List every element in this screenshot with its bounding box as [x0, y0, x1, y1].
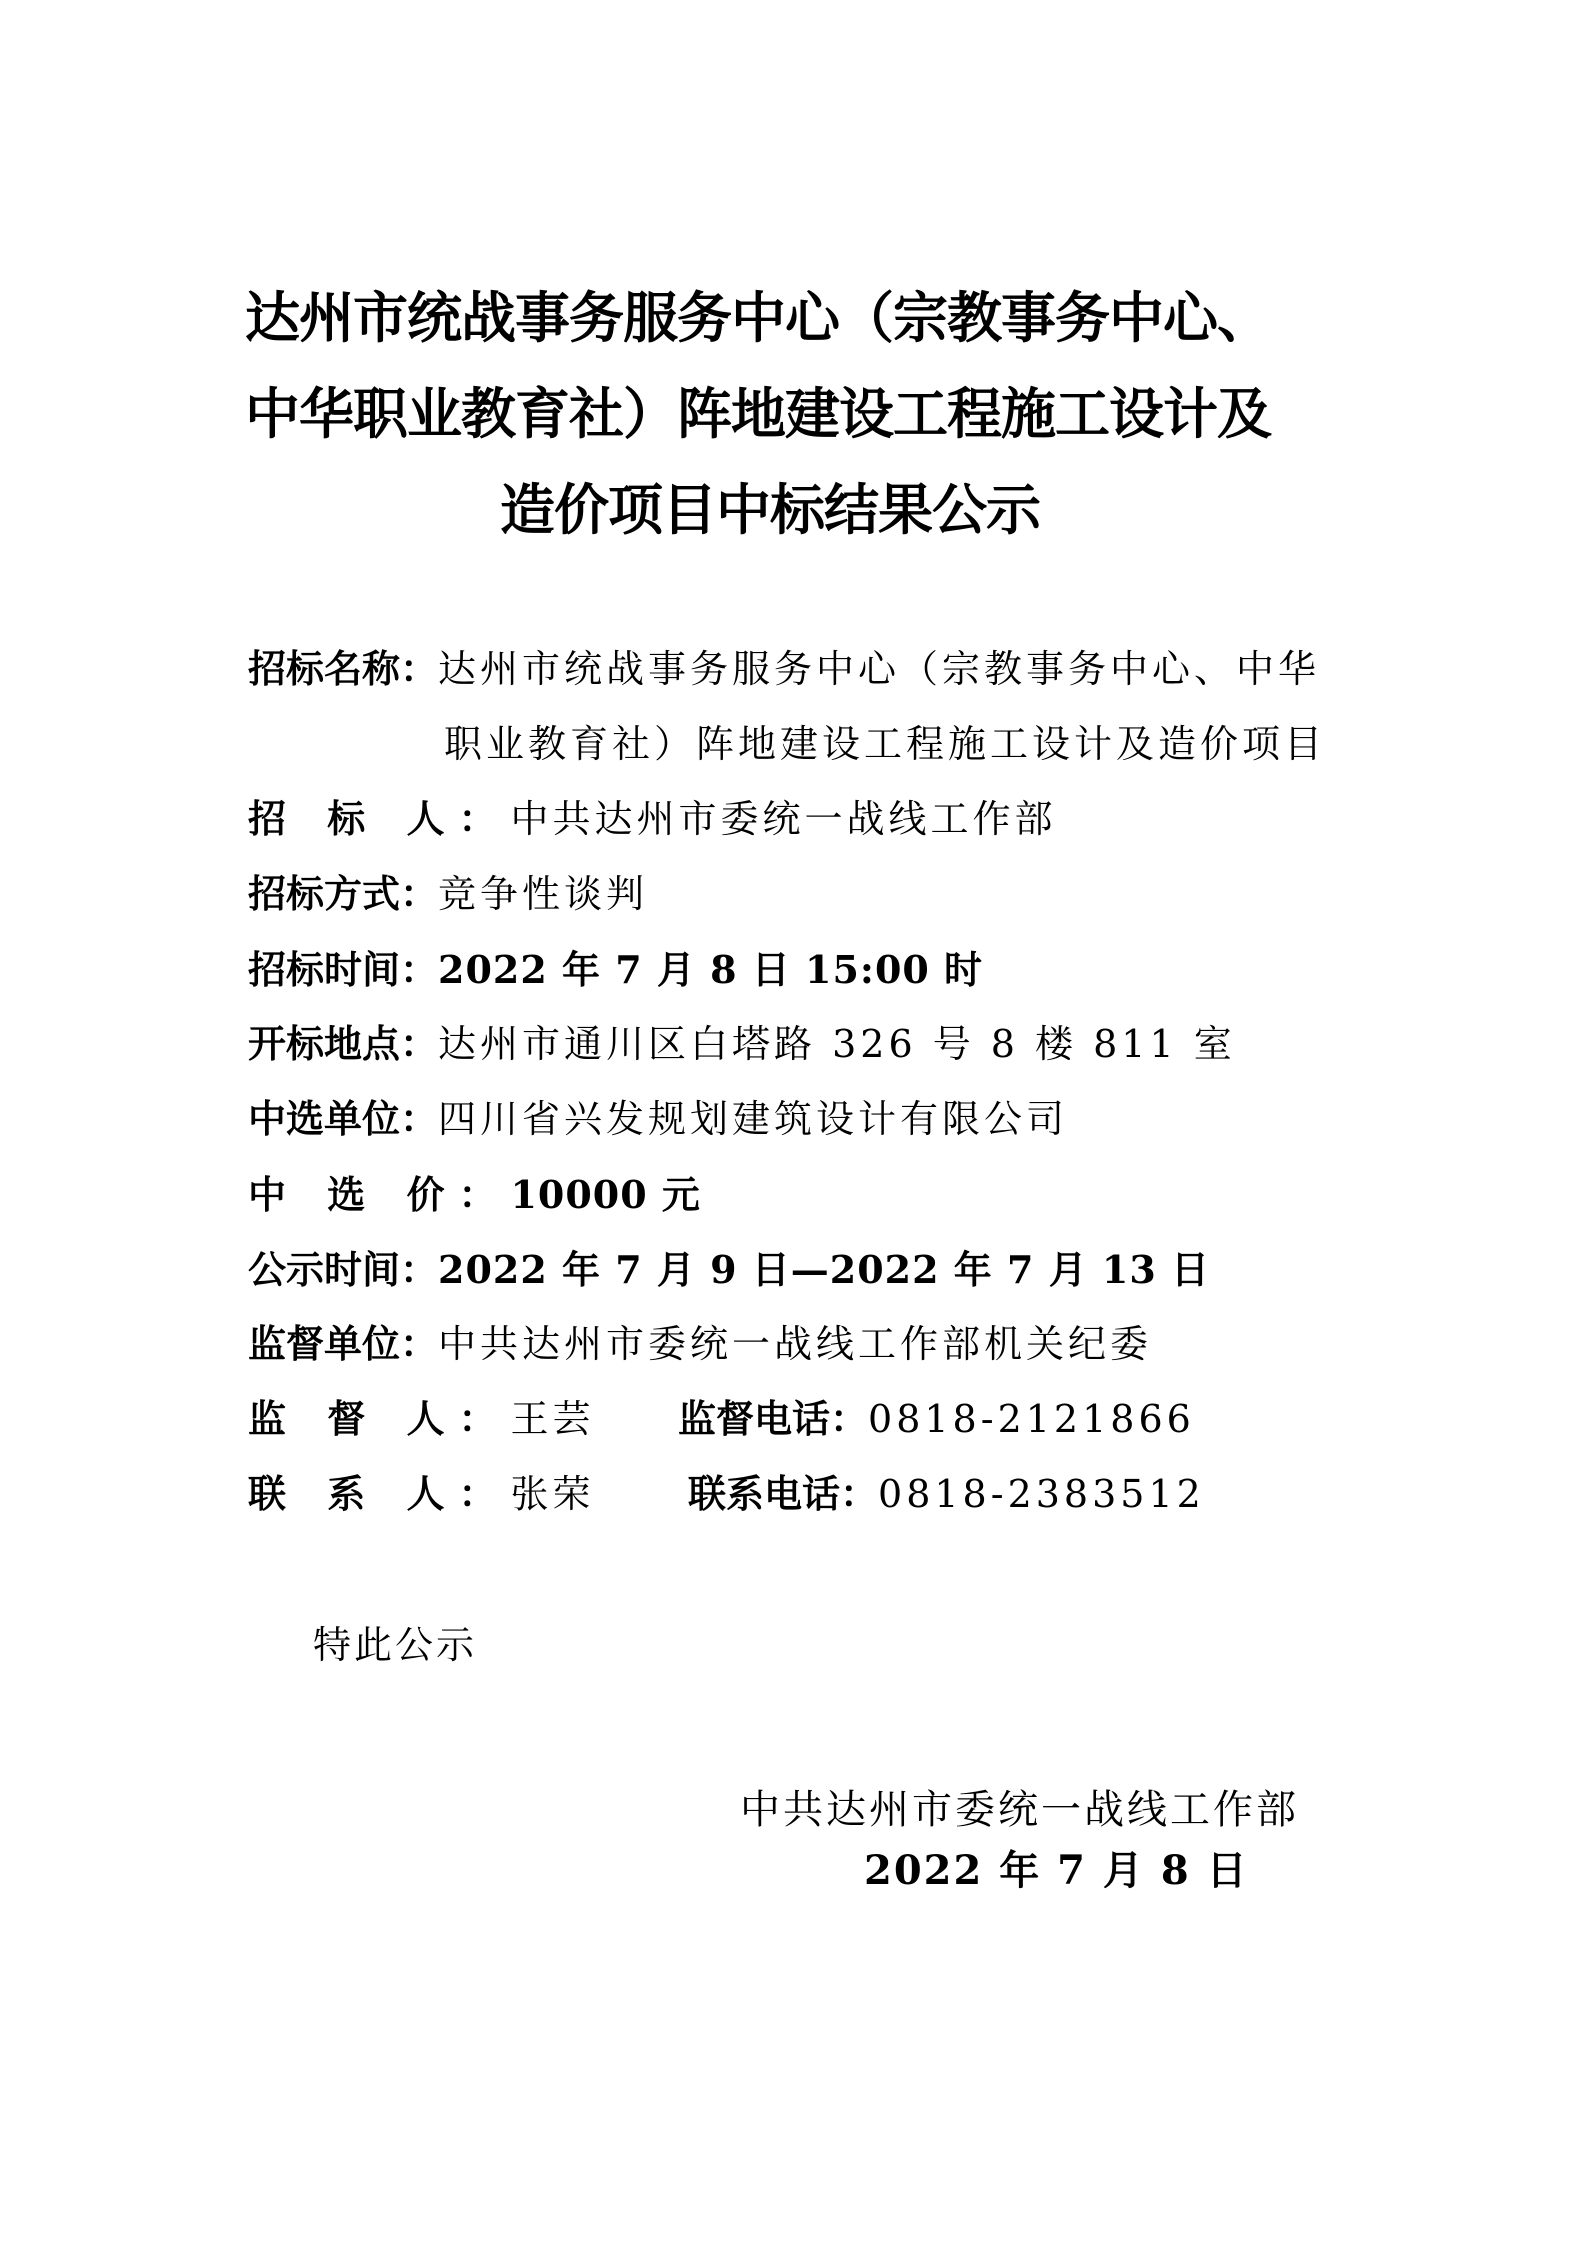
title-line-2: 中华职业教育社）阵地建设工程施工设计及	[245, 382, 1272, 446]
selected-price-label: 中 选 价：	[248, 1173, 511, 1217]
supervisor-phone-value: 0818-2121866	[868, 1397, 1195, 1441]
supervisor-phone	[678, 1382, 1195, 1457]
supervising-unit-label: 监督单位：	[248, 1322, 439, 1366]
tender-name-value-line-1: 达州市统战事务服务中心（宗教事务中心、中华	[438, 647, 1321, 691]
selected-unit-label: 中选单位：	[248, 1097, 439, 1141]
field-tenderer	[248, 782, 1358, 857]
contact-value: 张荣	[510, 1472, 595, 1516]
field-selected-unit	[248, 1082, 1358, 1157]
field-contact	[248, 1457, 1358, 1532]
contact-phone-value: 0818-2383512	[878, 1472, 1205, 1516]
closing-statement: 特此公示	[313, 1623, 478, 1667]
notice-period-value: 2022 年 7 月 9 日—2022 年 7 月 13 日	[438, 1247, 1211, 1292]
field-supervising-unit	[248, 1307, 1358, 1382]
tender-time-label: 招标时间：	[248, 948, 439, 992]
tenderer-label: 招 标 人：	[248, 797, 511, 841]
tender-method-value: 竞争性谈判	[438, 872, 649, 916]
contact-phone	[688, 1457, 1205, 1532]
supervisor-phone-label: 监督电话：	[678, 1397, 869, 1441]
field-tender-time	[248, 932, 1358, 1007]
title-line-1: 达州市统战事务服务中心（宗教事务中心、	[245, 286, 1272, 350]
supervising-unit-value: 中共达州市委统一战线工作部机关纪委	[438, 1322, 1153, 1366]
supervisor-value: 王芸	[510, 1397, 595, 1441]
document-title	[245, 270, 1355, 558]
tender-name-value-line-2: 职业教育社）阵地建设工程施工设计及造价项目	[444, 722, 1327, 766]
field-tender-method	[248, 857, 1358, 932]
title-line-3: 造价项目中标结果公示	[499, 478, 1040, 542]
field-opening-location	[248, 1007, 1358, 1082]
signature-date: 2022 年 7 月 8 日	[864, 1847, 1249, 1894]
tenderer-value: 中共达州市委统一战线工作部	[510, 797, 1057, 841]
field-tender-name-continued	[248, 707, 1358, 782]
field-supervisor	[248, 1382, 1358, 1457]
field-tender-name	[248, 632, 1358, 707]
selected-unit-value: 四川省兴发规划建筑设计有限公司	[438, 1097, 1069, 1141]
tender-method-label: 招标方式：	[248, 872, 439, 916]
selected-price-value: 10000 元	[510, 1172, 701, 1217]
signature-organization: 中共达州市委统一战线工作部	[740, 1787, 1299, 1833]
field-notice-period	[248, 1232, 1358, 1307]
contact-phone-label: 联系电话：	[688, 1472, 879, 1516]
announcement-fields	[248, 632, 1358, 1532]
opening-location-label: 开标地点：	[248, 1022, 439, 1066]
supervisor-label: 监 督 人：	[248, 1397, 511, 1441]
tender-time-value: 2022 年 7 月 8 日 15:00 时	[438, 947, 984, 992]
contact-label: 联 系 人：	[248, 1472, 511, 1516]
opening-location-value: 达州市通川区白塔路 326 号 8 楼 811 室	[438, 1022, 1236, 1066]
field-selected-price	[248, 1157, 1358, 1232]
tender-name-label: 招标名称：	[248, 647, 439, 691]
notice-period-label: 公示时间：	[248, 1248, 439, 1292]
